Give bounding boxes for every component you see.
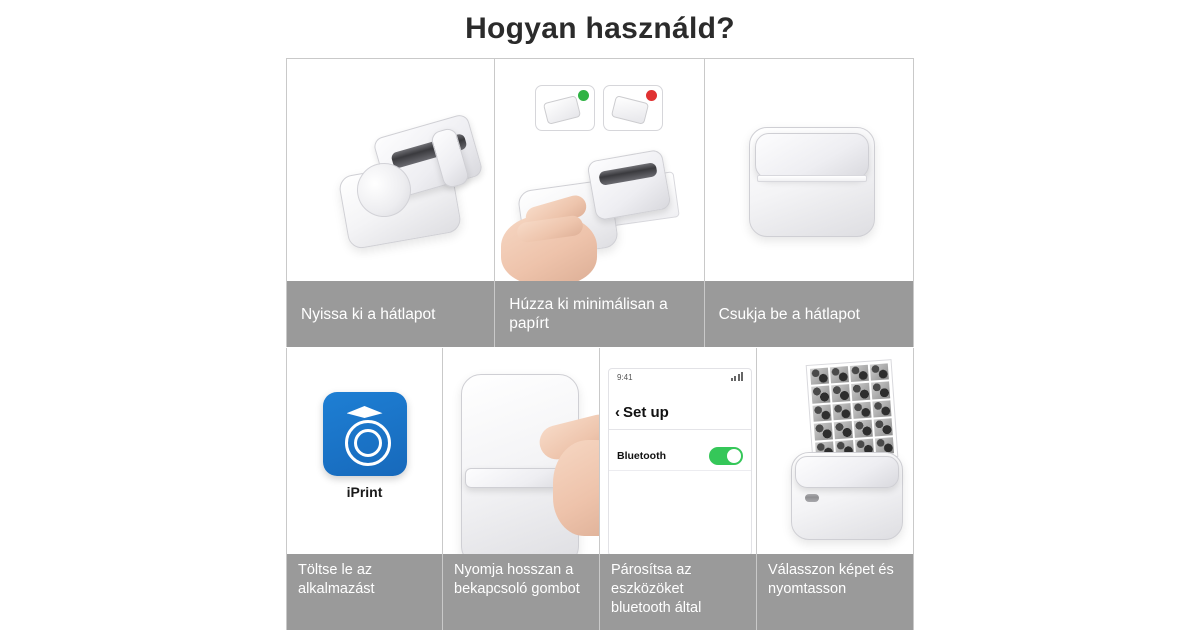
- phone-bluetooth-settings-image: [600, 348, 756, 554]
- bluetooth-row[interactable]: [609, 441, 751, 471]
- step-caption: Húzza ki minimálisan a papírt: [495, 281, 703, 347]
- printer-open-back-cover-image: [287, 59, 494, 281]
- iprint-app-icon[interactable]: [323, 392, 407, 476]
- settings-nav-bar: [609, 395, 751, 430]
- bluetooth-toggle[interactable]: [709, 447, 743, 465]
- thumbnail-wrong-direction: [603, 85, 663, 131]
- step-card-open-back-cover[interactable]: [286, 59, 495, 347]
- step-card-pull-paper[interactable]: [495, 59, 704, 347]
- printer-with-printed-sheet-image: [757, 348, 913, 554]
- step-card-long-press-power[interactable]: [443, 348, 600, 630]
- step-card-choose-print[interactable]: [757, 348, 914, 630]
- check-badge-icon: [578, 90, 589, 101]
- cross-badge-icon: [646, 90, 657, 101]
- printer-closed-image: [705, 59, 913, 281]
- step-caption: Párosítsa az eszközöket bluetooth által: [600, 554, 756, 630]
- step-card-download-app[interactable]: [286, 348, 443, 630]
- step-caption: Nyissa ki a hátlapot: [287, 281, 494, 347]
- thumbnail-correct-direction: [535, 85, 595, 131]
- step-caption: Csukja be a hátlapot: [705, 281, 913, 347]
- phone-screen: [608, 368, 752, 554]
- steps-row-1: [286, 58, 914, 347]
- status-time: 9:41: [617, 372, 633, 382]
- step-caption: Töltse le az alkalmazást: [287, 554, 442, 630]
- paper-direction-thumbnails: [535, 85, 663, 131]
- target-inner-ring-icon: [354, 429, 382, 457]
- step-caption: Válasszon képet és nyomtasson: [757, 554, 913, 630]
- step-caption: Nyomja hosszan a bekapcsoló gombot: [443, 554, 599, 630]
- page-title: Hogyan használd?: [465, 12, 735, 45]
- bluetooth-label: Bluetooth: [617, 449, 666, 462]
- hand-pulling-paper-image: [495, 59, 703, 281]
- app-name-label: iPrint: [346, 484, 383, 500]
- step-card-close-back-cover[interactable]: [705, 59, 914, 347]
- signal-bars-icon: [731, 373, 744, 381]
- graduation-cap-icon: [347, 406, 383, 418]
- iprint-app-icon-image: [287, 348, 442, 554]
- back-chevron-icon[interactable]: ‹: [615, 403, 620, 421]
- steps-row-2: [286, 348, 914, 630]
- phone-status-bar: [609, 369, 751, 385]
- printed-photo-sheet: [806, 359, 899, 463]
- hand-pressing-power-button-image: [443, 348, 599, 554]
- settings-title: Set up: [623, 403, 669, 421]
- step-card-pair-bluetooth[interactable]: [600, 348, 757, 630]
